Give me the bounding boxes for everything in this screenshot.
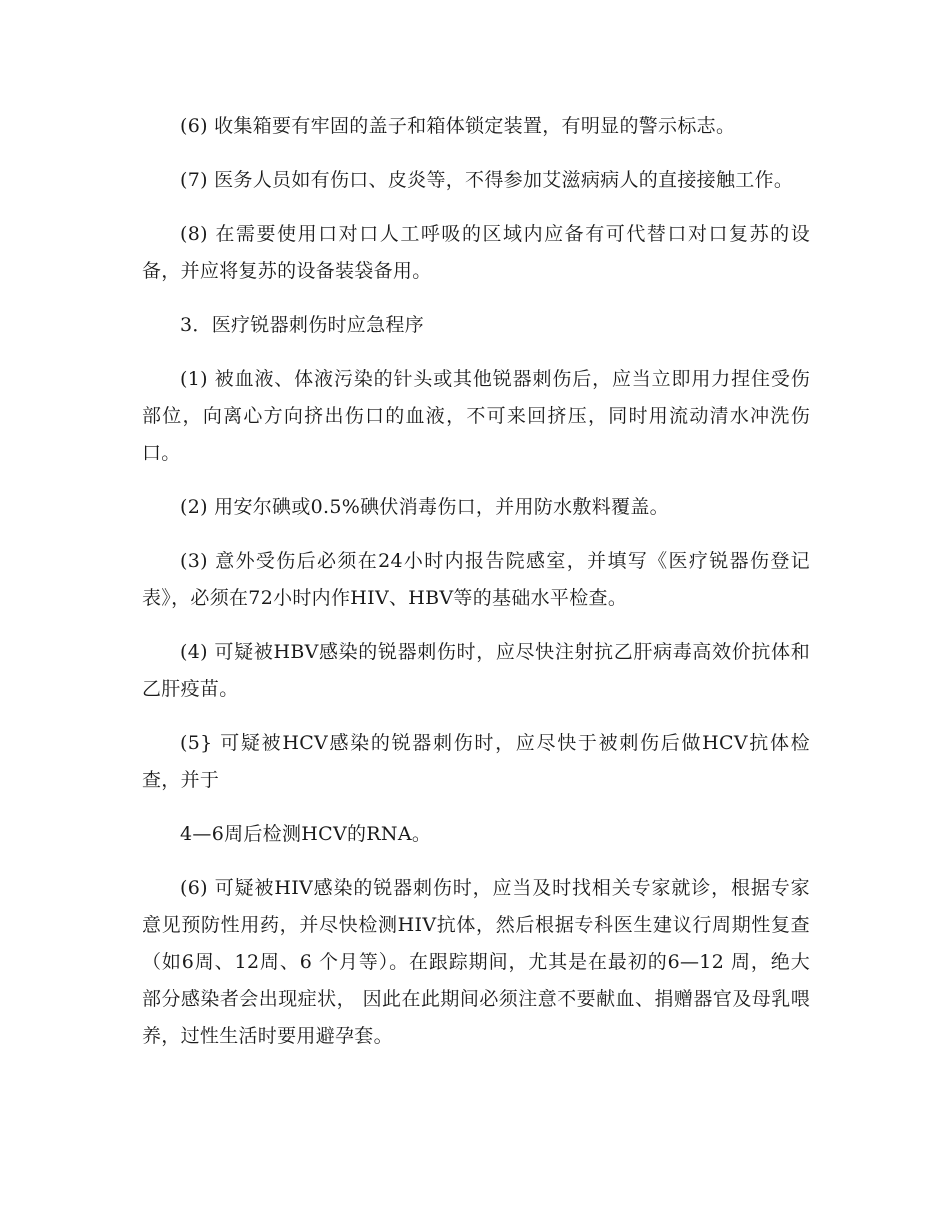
paragraph-6-collection-box: (6) 收集箱要有牢固的盖子和箱体锁定装置，有明显的警示标志。 xyxy=(180,115,736,137)
paragraph-1-squeeze-wound: (1) 被血液、体液污染的针头或其他锐器刺伤后，应当立即用力捏住受伤部位，向离心方向挤出伤口的血液，不可来回挤压，同时用流动清水冲洗伤口。 xyxy=(142,368,810,464)
paragraph-5-hcv-exposure: (5} 可疑被HCV感染的锐器刺伤时，应尽快于被刺伤后做HCV抗体检查，并于 xyxy=(142,732,810,791)
paragraph-8-resuscitation-equipment: (8) 在需要使用口对口人工呼吸的区域内应备有可代替口对口复苏的设备，并应将复苏的设备装袋备用。 xyxy=(142,223,810,282)
paragraph-2-disinfect-wound: (2) 用安尔碘或0.5%碘伏消毒伤口，并用防水敷料覆盖。 xyxy=(180,496,669,518)
paragraph-6-hiv-exposure: (6) 可疑被HIV感染的锐器刺伤时，应当及时找相关专家就诊，根据专家意见预防性用药，并尽快检测HIV抗体，然后根据专科医生建议行周期性复查（如6周、12周、6 个月等）。在跟踪期间，尤其是在最初的6—12 周，绝大部分感染者会出现症状， 因此在此期间必须注意不要献血、捐赠器官及母乳喂养，过性生活时要用避孕套。 xyxy=(142,877,810,1047)
document-body xyxy=(142,108,810,1072)
section-heading-sharps-injury: 3．医疗锐器刺伤时应急程序 xyxy=(180,314,424,336)
paragraph-hcv-rna-followup: 4—6周后检测HCV的RNA。 xyxy=(180,823,432,845)
paragraph-4-hbv-exposure: (4) 可疑被HBV感染的锐器刺伤时，应尽快注射抗乙肝病毒高效价抗体和乙肝疫苗。 xyxy=(142,641,810,700)
paragraph-7-medical-staff-wounds: (7) 医务人员如有伤口、皮炎等，不得参加艾滋病病人的直接接触工作。 xyxy=(180,169,794,191)
paragraph-3-report-injury: (3) 意外受伤后必须在24小时内报告院感室，并填写《医疗锐器伤登记表》，必须在72小时内作HIV、HBV等的基础水平检查。 xyxy=(142,550,810,609)
